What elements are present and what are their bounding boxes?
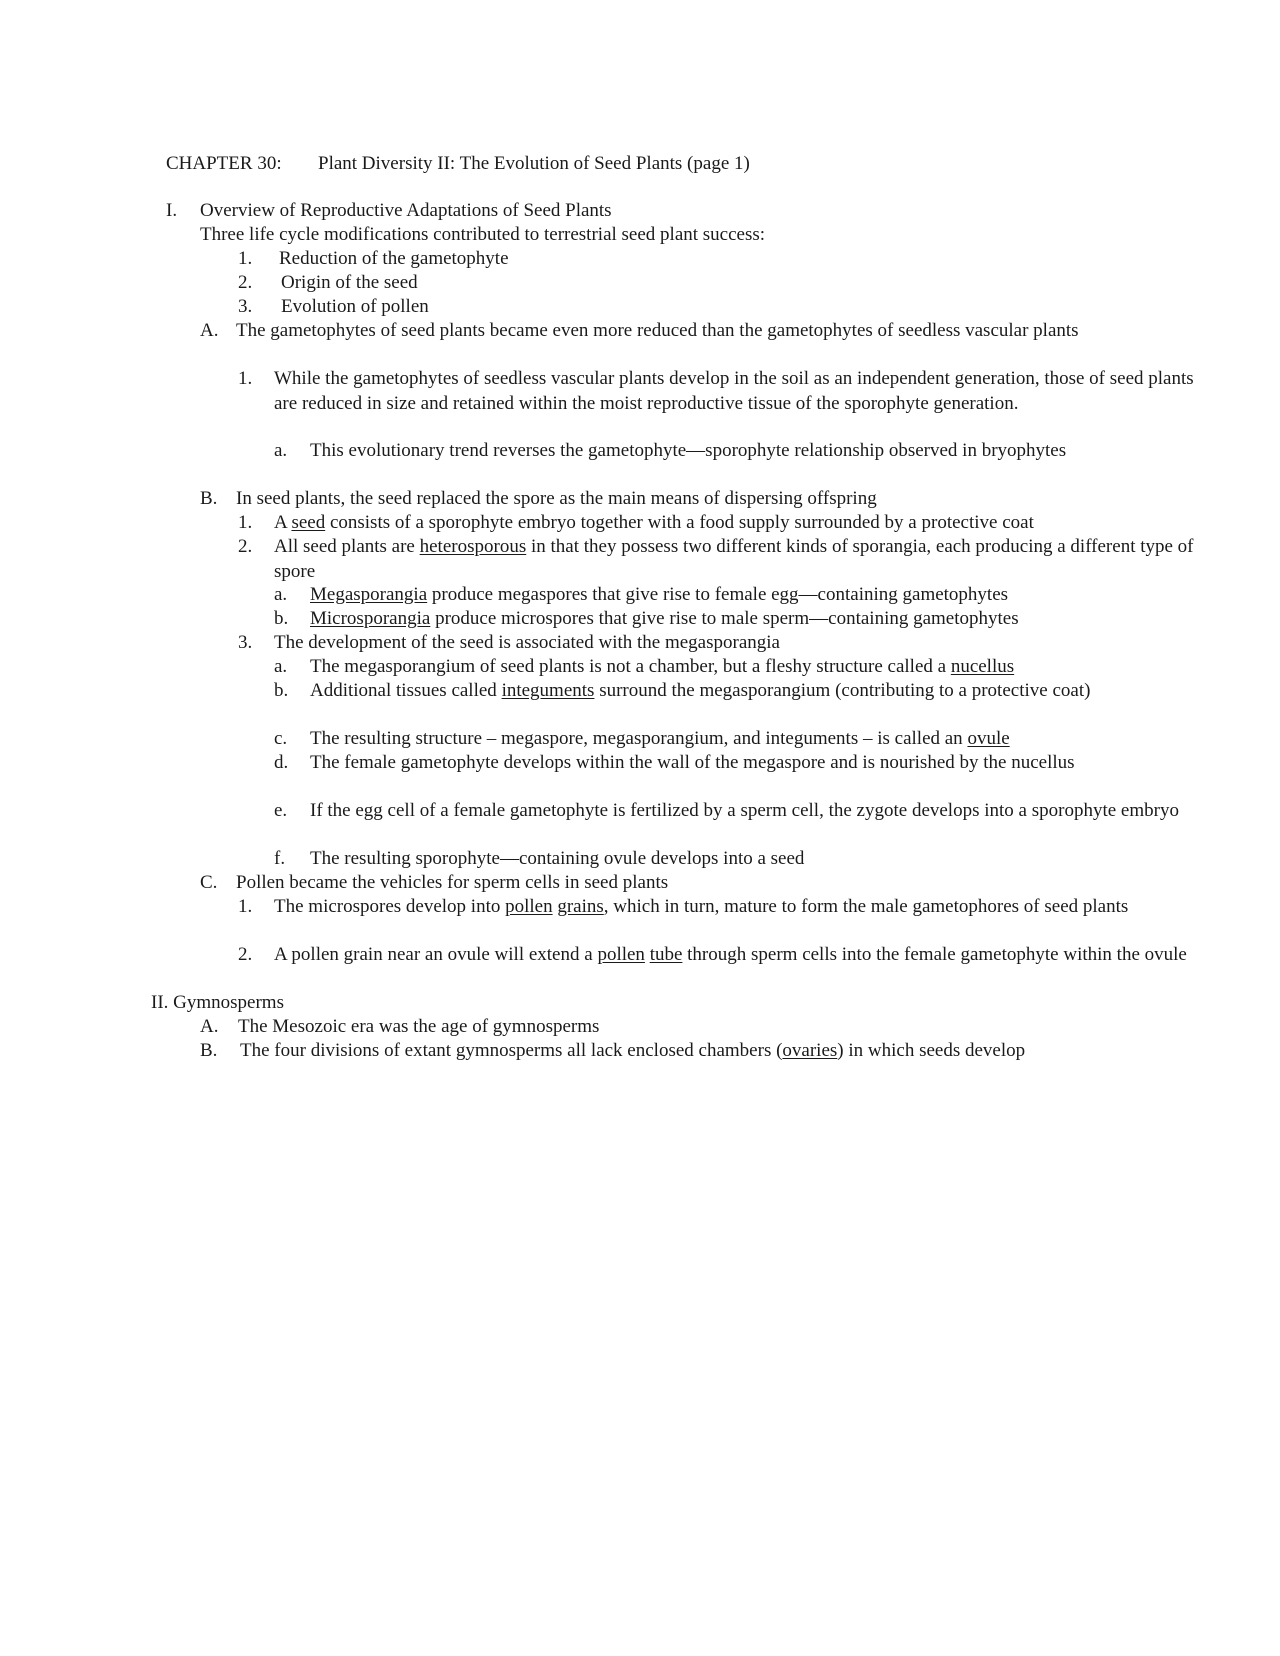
key-term: tube (649, 944, 683, 965)
chapter-title: Plant Diversity II: The Evolution of Seed Plants (page 1) (318, 153, 750, 174)
key-term: nucellus (950, 656, 1015, 677)
document-page: CHAPTER 30: Plant Diversity II: The Evolution of Seed Plants (page 1) I. Overview of Reproductive Adaptations of Seed Plants Three life cycle modifications contributed to terrestrial seed plant success: 1. Reduction of the gametophyte 2. Origin of the seed 3. Evolution of pollen A. The gametophytes of seed plants became even more reduced than the gametophytes of seedless vascular plants 1. While the gametophytes of seedless vascular plants develop in the soil as an independent generation, those of seed plants are reduced in size and retained within the moist reproductive tissue of the sporophyte generation. a. This evolutionary trend reverses the gametophyte—sporophyte relationship observed in bryophytes B. In seed plants, the seed replaced the spore as the main means of dispersing offspring 1. A seed consists of a sporophyte embryo together with a food supply surrounded by a protective coat 2. All seed plants are heterosporous in that they possess two different kinds of sporangia, each producing a different type of spore a. Megasporangia produce megaspores that give rise to female egg—containing gametophytes b. Microsporangia produce microspores that give rise to male sperm—containing gametophytes 3. The development of the seed is associated with the megasporangia a. The megasporangium of seed plants is not a chamber, but a fleshy structure called a nucellus b. Additional tissues called integuments surround the megasporangium (contributing to a protective coat) c. The resulting structure – megaspore, megasporangium, and integuments – is called an ovule d. The female gametophyte develops within the wall of the megaspore and is nourished by the nucellus e. If the egg cell of a female gametophyte is fertilized by a sperm cell, the zygote develops into a sporophyte embryo f. The resulting sporophyte—containing ovule develops into a seed C. Pollen became the vehicles for sperm cells in seed plants 1. The microspores develop into pollen grains, which in turn, mature to form the male gametophores of seed plants 2. A pollen grain near an ovule will extend a pollen tube through sperm cells into the female gametophyte within the ovule II. Gymnosperms A. The Mesozoic era was the age of gymnosperms B. The four divisions of extant gymnosperms all lack enclosed chambers (ovaries) in which seeds develop (0, 0, 1280, 1656)
key-term: pollen (505, 896, 553, 917)
chapter-number: CHAPTER 30: (166, 153, 282, 174)
key-term: heterosporous (419, 536, 527, 557)
key-term: grains (557, 896, 604, 917)
section-2-title: II. Gymnosperms (151, 992, 284, 1013)
key-term: Megasporangia (310, 584, 428, 605)
key-term: Microsporangia (310, 608, 431, 629)
key-term: ovaries (782, 1040, 838, 1061)
key-term: integuments (501, 680, 595, 701)
key-term: seed (291, 512, 326, 533)
section-1-number: I. (166, 200, 178, 221)
key-term: pollen (597, 944, 645, 965)
chapter-header (166, 151, 750, 176)
section-1-title: Overview of Reproductive Adaptations of Seed Plants (200, 200, 612, 221)
key-term: ovule (967, 728, 1010, 749)
